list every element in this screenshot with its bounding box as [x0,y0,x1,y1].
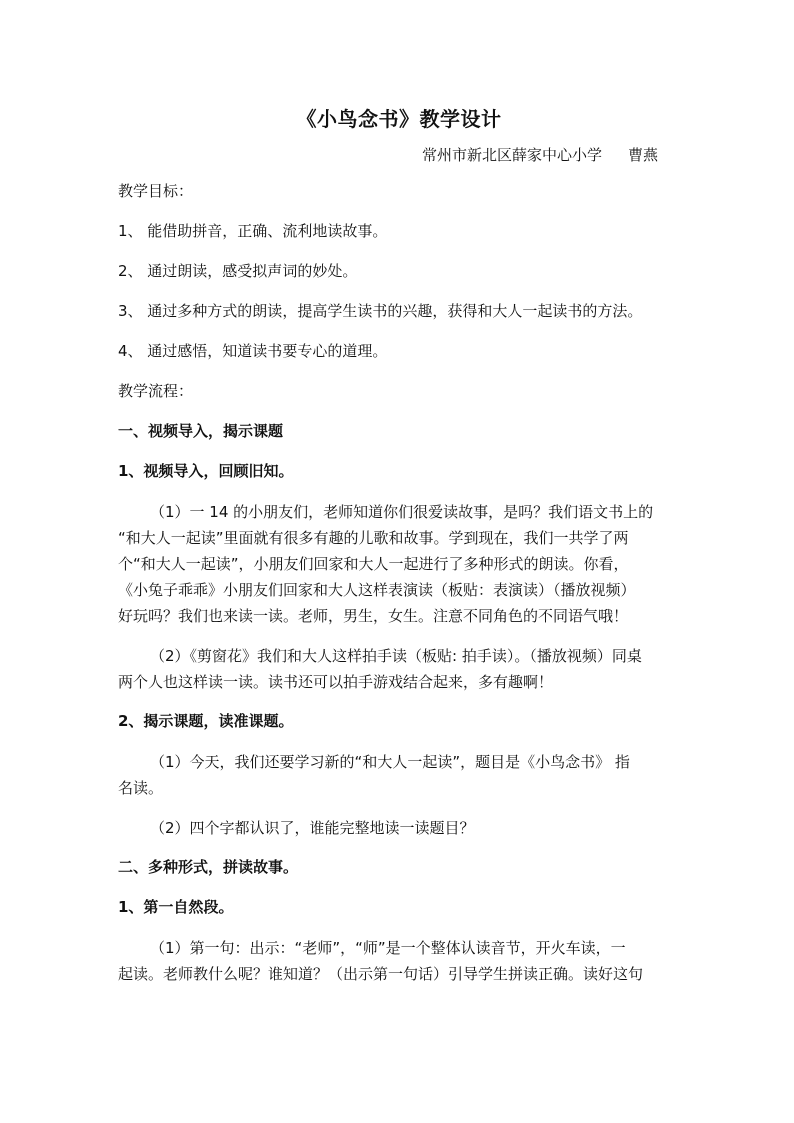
paragraph-line: 《小兔子乖乖》小朋友们回家和大人这样表演读（板贴：表演读）（播放视频） [118,581,636,599]
paragraph-line: 起读。老师教什么呢？谁知道？（出示第一句话）引导学生拼读正确。读好这句 [118,965,644,983]
paragraph-line: （2）四个字都认识了，谁能完整地读一读题目？ [150,819,475,837]
document-title: 《小鸟念书》教学设计 [296,107,502,131]
subsection-heading: 1、第一自然段。 [118,898,234,916]
author-name: 曹燕 [627,146,658,164]
goal-item: 1、 能借助拼音，正确、流利地读故事。 [118,222,388,240]
goal-item: 2、 通过朗读，感受拟声词的妙处。 [118,262,358,280]
paragraph [118,815,680,841]
goal-item: 4、 通过感悟，知道读书要专心的道理。 [118,342,388,360]
paragraph-line: （1）第一句：出示：“老师”，“师”是一个整体认读音节，开火车读，一 [150,939,626,957]
subsection-heading: 1、视频导入，回顾旧知。 [118,462,294,480]
paragraph [118,749,680,801]
paragraph [118,935,680,987]
goals-heading: 教学目标： [118,182,194,200]
paragraph [118,643,680,695]
goal-item: 3、 通过多种方式的朗读，提高学生读书的兴趣，获得和大人一起读书的方法。 [118,302,643,320]
process-heading: 教学流程： [118,382,194,400]
author-school: 常州市新北区薛家中心小学 [421,146,602,164]
paragraph-line: （1）今天，我们还要学习新的“和大人一起读”，题目是《小鸟念书》 指 [150,753,630,771]
paragraph-line: 两个人也这样读一读。读书还可以拍手游戏结合起来，多有趣啊！ [118,673,554,691]
subsection-heading: 2、揭示课题，读准课题。 [118,712,294,730]
author-line [118,143,658,167]
section-heading: 一、视频导入，揭示课题 [118,422,284,440]
paragraph-line: 个“和大人一起读”，小朋友们回家和大人一起进行了多种形式的朗读。你看， [118,555,629,573]
paragraph-line: “和大人一起读”里面就有很多有趣的儿歌和故事。学到现在，我们一共学了两 [118,529,629,547]
paragraph-line: 好玩吗？我们也来读一读。老师，男生，女生。注意不同角色的不同语气哦！ [118,607,629,625]
paragraph-line: （2）《剪窗花》我们和大人这样拍手读（板贴: 拍手读）。（播放视频）同桌 [150,647,642,665]
paragraph-line: 名读。 [118,779,164,797]
section-heading: 二、多种形式，拼读故事。 [118,858,299,876]
document-body [118,105,680,1001]
paragraph-line: （1）一 14 的小朋友们，老师知道你们很爱读故事，是吗？我们语文书上的 [150,503,654,521]
paragraph [118,499,680,629]
